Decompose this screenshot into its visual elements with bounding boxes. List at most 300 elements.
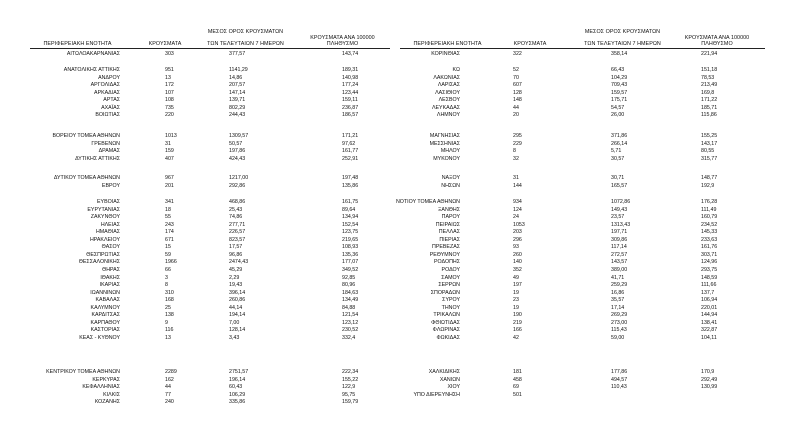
region-name: ΕΥΡΥΤΑΝΙΑΣ <box>87 206 120 213</box>
avg-value: 66,43 <box>611 67 625 73</box>
rate-value: 221,94 <box>701 51 718 57</box>
cases-value: 59 <box>165 251 171 258</box>
right-header-rate <box>672 35 762 47</box>
cases-value: 166 <box>513 327 522 334</box>
rate-value: 111,66 <box>701 282 717 289</box>
avg-value: 44,14 <box>229 304 243 311</box>
avg-value: 259,29 <box>611 282 628 289</box>
rate-value: 222,34 <box>342 369 359 375</box>
avg-value: 74,86 <box>229 214 243 221</box>
region-name: ΑΡΤΑΣ <box>103 97 120 104</box>
rate-value: 186,57 <box>342 112 359 119</box>
cases-value: 341 <box>165 199 174 205</box>
region-name: ΠΕΛΛΑΣ <box>438 229 460 236</box>
rate-value: 159,79 <box>342 399 359 406</box>
cases-value: 20 <box>513 112 519 119</box>
rate-value: 176,28 <box>701 199 718 205</box>
rate-value: 130,99 <box>701 384 718 391</box>
cases-value: 18 <box>165 206 171 213</box>
rate-value: 140,98 <box>342 74 359 81</box>
left-header-rate-line2: ΠΛΗΘΥΣΜΟ <box>326 41 359 48</box>
cases-value: 671 <box>165 236 174 243</box>
rate-value: 152,54 <box>342 221 359 228</box>
region-name: ΜΗΛΟΥ <box>440 148 460 155</box>
rate-value: 123,12 <box>342 319 359 326</box>
rate-value: 104,11 <box>701 334 717 341</box>
left-header-rate-line1: ΚΡΟΥΣΜΑΤΑ ΑΝΑ 100000 <box>310 35 375 41</box>
region-name: ΚΙΛΚΙΣ <box>103 391 120 398</box>
left-header-cases: ΚΡΟΥΣΜΑΤΑ <box>148 41 182 47</box>
cases-value: 322 <box>513 51 522 57</box>
cases-value: 260 <box>513 251 522 258</box>
region-name: ΣΑΜΟΥ <box>441 274 460 281</box>
avg-value: 823,57 <box>229 236 246 243</box>
avg-value: 377,57 <box>229 51 246 57</box>
region-name: ΗΛΕΙΑΣ <box>100 221 120 228</box>
rate-value: 303,71 <box>701 251 718 258</box>
cases-value: 407 <box>165 155 174 162</box>
avg-value: 17,57 <box>229 244 243 251</box>
region-name: ΧΑΛΚΙΔΙΚΗΣ <box>428 369 460 375</box>
right-header-avg <box>575 29 670 47</box>
rate-value: 123,44 <box>342 89 359 96</box>
avg-value: 269,29 <box>611 312 628 319</box>
avg-value: 335,86 <box>229 399 246 406</box>
region-name: ΡΕΘΥΜΝΟΥ <box>429 251 460 258</box>
region-name: ΙΘΑΚΗΣ <box>100 274 120 281</box>
rate-value: 134,94 <box>342 214 359 221</box>
region-name: ΛΗΜΝΟΥ <box>436 112 460 119</box>
rate-value: 138,41 <box>701 319 718 326</box>
avg-value: 197,71 <box>611 229 628 236</box>
right-header-rate-line2: ΠΛΗΘΥΣΜΟ <box>701 41 733 48</box>
rate-value: 197,48 <box>342 175 359 181</box>
left-header-avg <box>198 29 293 47</box>
cases-value: 310 <box>165 289 174 296</box>
region-name: ΝΗΣΩΝ <box>441 182 460 189</box>
avg-value: 30,57 <box>611 155 625 162</box>
region-name: ΝΟΤΙΟΥ ΤΟΜΕΑ ΑΘΗΝΩΝ <box>395 199 460 205</box>
region-name: ΡΟΔΟΥ <box>441 266 460 273</box>
region-name: ΘΑΣΟΥ <box>101 244 120 251</box>
rate-value: 177,07 <box>342 259 359 266</box>
cases-value: 1013 <box>165 133 177 139</box>
avg-value: 260,86 <box>229 297 246 304</box>
region-name: ΛΕΣΒΟΥ <box>438 97 460 104</box>
cases-value: 8 <box>165 282 168 289</box>
cases-value: 55 <box>165 214 171 221</box>
region-name: ΧΙΟΥ <box>447 384 460 391</box>
rate-value: 137,7 <box>701 289 715 296</box>
region-name: ΤΡΙΚΑΛΩΝ <box>433 312 460 319</box>
region-name: ΣΥΡΟΥ <box>442 297 460 304</box>
region-name: ΣΕΡΡΩΝ <box>438 282 460 289</box>
right-table-row <box>0 155 788 163</box>
rate-value: 293,75 <box>701 266 718 273</box>
rate-value: 332,4 <box>342 334 356 341</box>
cases-value: 23 <box>513 297 519 304</box>
rate-value: 315,77 <box>701 155 718 162</box>
right-table-row <box>0 334 788 342</box>
region-name: ΚΑΣΤΟΡΙΑΣ <box>90 327 120 334</box>
cases-value: 458 <box>513 376 522 383</box>
cases-value: 24 <box>513 214 519 221</box>
cases-value: 124 <box>513 206 522 213</box>
avg-value: 2,29 <box>229 274 240 281</box>
right-header-region: ΠΕΡΙΦΕΡΕΙΑΚΗ ΕΝΟΤΗΤΑ <box>413 41 482 47</box>
rate-value: 169,8 <box>701 89 715 96</box>
cases-value: 107 <box>165 89 174 96</box>
region-name: ΑΝΑΤΟΛΙΚΗΣ ΑΤΤΙΚΗΣ <box>63 67 120 73</box>
cases-value: 9 <box>165 319 168 326</box>
region-name: ΛΑΚΩΝΙΑΣ <box>433 74 460 81</box>
rate-value: 134,49 <box>342 297 359 304</box>
avg-value: 273,00 <box>611 319 628 326</box>
avg-value: 175,71 <box>611 97 628 104</box>
cases-value: 352 <box>513 266 522 273</box>
cases-value: 951 <box>165 67 174 73</box>
avg-value: 272,57 <box>611 251 628 258</box>
region-name: ΛΑΡΙΣΑΣ <box>437 82 460 89</box>
avg-value: 292,86 <box>229 182 246 189</box>
avg-value: 196,14 <box>229 376 246 383</box>
avg-value: 1072,86 <box>611 199 631 205</box>
left-header-region: ΠΕΡΙΦΕΡΕΙΑΚΗ ΕΝΟΤΗΤΑ <box>43 41 112 47</box>
avg-value: 494,57 <box>611 376 628 383</box>
rate-value: 292,49 <box>701 376 718 383</box>
cases-value: 31 <box>513 175 519 181</box>
cases-value: 128 <box>513 89 522 96</box>
rate-value: 143,17 <box>701 140 718 147</box>
region-name: ΦΛΩΡΙΝΑΣ <box>432 327 460 334</box>
region-name: ΘΕΣΠΡΩΤΙΑΣ <box>86 251 120 258</box>
avg-value: 26,00 <box>611 112 625 119</box>
cases-value: 108 <box>165 97 174 104</box>
region-name: ΛΑΣΙΘΙΟΥ <box>435 89 460 96</box>
avg-value: 110,43 <box>611 384 627 391</box>
avg-value: 177,86 <box>611 369 628 375</box>
rate-value: 106,94 <box>701 297 718 304</box>
rate-value: 92,85 <box>342 274 356 281</box>
rate-value: 135,86 <box>342 182 359 189</box>
cases-value: 13 <box>165 74 171 81</box>
rate-value: 111,49 <box>701 206 717 213</box>
region-name: ΠΡΕΒΕΖΑΣ <box>432 244 460 251</box>
region-name: ΔΥΤΙΚΗΣ ΑΤΤΙΚΗΣ <box>75 155 120 162</box>
cases-value: 148 <box>513 97 522 104</box>
rate-value: 89,64 <box>342 206 356 213</box>
rate-value: 322,87 <box>701 327 718 334</box>
region-name: ΜΕΣΣΗΝΙΑΣ <box>429 140 460 147</box>
avg-value: 396,14 <box>229 289 246 296</box>
cases-value: 967 <box>165 175 174 181</box>
cases-value: 172 <box>165 82 174 89</box>
region-name: ΑΙΤΩΛΟΑΚΑΡΝΑΝΙΑΣ <box>66 51 120 57</box>
cases-value: 44 <box>165 384 171 391</box>
rate-value: 148,77 <box>701 175 718 181</box>
rate-value: 161,77 <box>342 148 359 155</box>
region-name: ΙΚΑΡΙΑΣ <box>99 282 120 289</box>
region-name: ΑΧΑΪΑΣ <box>101 104 120 111</box>
region-name: ΕΒΡΟΥ <box>101 182 120 189</box>
avg-value: 25,43 <box>229 206 243 213</box>
cases-value: 190 <box>513 312 522 319</box>
avg-value: 207,57 <box>229 82 246 89</box>
avg-value: 1309,57 <box>229 133 249 139</box>
cases-value: 25 <box>165 304 171 311</box>
rate-value: 108,93 <box>342 244 359 251</box>
region-name: ΚΑΛΥΜΝΟΥ <box>90 304 120 311</box>
cases-value: 138 <box>165 312 174 319</box>
cases-value: 77 <box>165 391 171 398</box>
avg-value: 17,14 <box>611 304 625 311</box>
cases-value: 15 <box>165 244 171 251</box>
region-name: ΡΟΔΟΠΗΣ <box>433 259 460 266</box>
cases-value: 181 <box>513 369 522 375</box>
region-name: ΥΠΟ ΔΙΕΡΕΥΝΗΣΗ <box>413 391 460 398</box>
cases-value: 607 <box>513 82 522 89</box>
avg-value: 1141,29 <box>229 67 248 73</box>
rate-value: 144,94 <box>701 312 718 319</box>
cases-value: 93 <box>513 244 519 251</box>
avg-value: 2751,57 <box>229 369 249 375</box>
region-name: ΗΜΑΘΙΑΣ <box>95 229 120 236</box>
region-name: ΚΑΡΔΙΤΣΑΣ <box>91 312 120 319</box>
cases-value: 174 <box>165 229 174 236</box>
rate-value: 170,9 <box>701 369 715 375</box>
cases-value: 3 <box>165 274 168 281</box>
avg-value: 277,71 <box>229 221 246 228</box>
avg-value: 14,86 <box>229 74 243 81</box>
cases-value: 66 <box>165 266 171 273</box>
avg-value: 358,14 <box>611 51 628 57</box>
region-name: ΠΑΡΟΥ <box>441 214 460 221</box>
cases-value: 19 <box>513 289 519 296</box>
cases-value: 203 <box>513 229 522 236</box>
avg-value: 244,43 <box>229 112 246 119</box>
region-name: ΦΘΙΩΤΙΔΑΣ <box>431 319 460 326</box>
cases-value: 303 <box>165 51 174 57</box>
cases-value: 197 <box>513 282 522 289</box>
region-name: ΣΠΟΡΑΔΩΝ <box>430 289 460 296</box>
avg-value: 159,57 <box>611 89 628 96</box>
cases-value: 69 <box>513 384 519 391</box>
avg-value: 1313,43 <box>611 221 631 228</box>
avg-value: 30,71 <box>611 175 625 181</box>
region-name: ΚΕΝΤΡΙΚΟΥ ΤΟΜΕΑ ΑΘΗΝΩΝ <box>46 369 120 375</box>
avg-value: 309,86 <box>611 236 628 243</box>
avg-value: 149,43 <box>611 206 628 213</box>
region-name: ΔΥΤΙΚΟΥ ΤΟΜΕΑ ΑΘΗΝΩΝ <box>53 175 120 181</box>
cases-value: 168 <box>165 297 174 304</box>
right-header-rate-line1: ΚΡΟΥΣΜΑΤΑ ΑΝΑ 100000 <box>684 35 750 41</box>
avg-value: 50,57 <box>229 140 243 147</box>
avg-value: 139,71 <box>229 97 246 104</box>
cases-value: 144 <box>513 182 522 189</box>
rate-value: 159,11 <box>342 97 358 104</box>
rate-value: 135,36 <box>342 251 359 258</box>
rate-value: 95,75 <box>342 391 356 398</box>
rate-value: 252,91 <box>342 155 359 162</box>
region-name: ΚΑΡΠΑΘΟΥ <box>90 319 120 326</box>
rate-value: 143,74 <box>342 51 359 57</box>
region-name: ΜΑΓΝΗΣΙΑΣ <box>429 133 460 139</box>
region-name: ΦΩΚΙΔΑΣ <box>436 334 460 341</box>
cases-value: 229 <box>513 140 522 147</box>
cases-value: 934 <box>513 199 522 205</box>
cases-value: 296 <box>513 236 522 243</box>
left-header-rate <box>300 35 385 47</box>
avg-value: 371,86 <box>611 133 628 139</box>
avg-value: 143,57 <box>611 259 628 266</box>
cases-value: 8 <box>513 148 516 155</box>
cases-value: 52 <box>513 67 519 73</box>
rate-value: 171,21 <box>342 133 359 139</box>
rate-value: 121,54 <box>342 312 359 319</box>
region-name: ΓΡΕΒΕΝΩΝ <box>91 140 120 147</box>
right-header-cases: ΚΡΟΥΣΜΑΤΑ <box>513 41 547 47</box>
right-header-rule <box>400 48 765 49</box>
cases-value: 70 <box>513 74 519 81</box>
cases-value: 1053 <box>513 221 525 228</box>
region-name: ΘΗΡΑΣ <box>102 266 120 273</box>
right-table-row <box>0 50 788 58</box>
region-name: ΖΑΚΥΝΘΟΥ <box>90 214 120 221</box>
rate-value: 155,22 <box>342 376 359 383</box>
cases-value: 42 <box>513 334 519 341</box>
region-name: ΕΥΒΟΙΑΣ <box>97 199 120 205</box>
avg-value: 54,57 <box>611 104 625 111</box>
avg-value: 60,43 <box>229 384 243 391</box>
cases-value: 159 <box>165 148 174 155</box>
rate-value: 349,52 <box>342 266 359 273</box>
avg-value: 197,86 <box>229 148 246 155</box>
rate-value: 78,53 <box>701 74 715 81</box>
avg-value: 45,29 <box>229 266 243 273</box>
cases-value: 201 <box>165 182 174 189</box>
rate-value: 230,52 <box>342 327 359 334</box>
rate-value: 160,79 <box>701 214 718 221</box>
avg-value: 59,00 <box>611 334 625 341</box>
right-header-avg-line1: ΜΕΣΟΣ ΟΡΟΣ ΚΡΟΥΣΜΑΤΩΝ <box>584 29 661 35</box>
avg-value: 7,00 <box>229 319 240 326</box>
rate-value: 151,18 <box>701 67 718 73</box>
avg-value: 468,86 <box>229 199 246 205</box>
rate-value: 148,59 <box>701 274 718 281</box>
cases-value: 735 <box>165 104 174 111</box>
right-header-avg-line2: ΤΩΝ ΤΕΛΕΥΤΑΙΩΝ 7 ΗΜΕΡΩΝ <box>584 41 661 48</box>
region-name: ΞΑΝΘΗΣ <box>437 206 460 213</box>
region-name: ΒΟΡΕΙΟΥ ΤΟΜΕΑ ΑΘΗΝΩΝ <box>52 133 120 139</box>
avg-value: 23,57 <box>611 214 625 221</box>
right-table-row <box>0 391 788 399</box>
rate-value: 97,62 <box>342 140 356 147</box>
avg-value: 147,14 <box>229 89 246 96</box>
region-name: ΑΡΚΑΔΙΑΣ <box>94 89 120 96</box>
avg-value: 128,14 <box>229 327 246 334</box>
avg-value: 41,71 <box>611 274 625 281</box>
cases-value: 2289 <box>165 369 177 375</box>
region-name: ΜΥΚΟΝΟΥ <box>433 155 460 162</box>
rate-value: 155,25 <box>701 133 718 139</box>
region-name: ΒΟΙΩΤΙΑΣ <box>95 112 120 119</box>
avg-value: 802,29 <box>229 104 246 111</box>
avg-value: 424,43 <box>229 155 246 162</box>
avg-value: 2474,43 <box>229 259 249 266</box>
region-name: ΛΕΥΚΑΔΑΣ <box>431 104 460 111</box>
region-name: ΤΗΝΟΥ <box>441 304 460 311</box>
region-name: ΑΡΓΟΛΙΔΑΣ <box>90 82 120 89</box>
cases-value: 32 <box>513 155 519 162</box>
region-name: ΠΙΕΡΙΑΣ <box>439 236 460 243</box>
left-header-avg-line1: ΜΕΣΟΣ ΟΡΟΣ ΚΡΟΥΣΜΑΤΩΝ <box>207 29 284 35</box>
rate-value: 219,65 <box>342 236 359 243</box>
avg-value: 194,14 <box>229 312 246 319</box>
rate-value: 161,75 <box>342 199 359 205</box>
cases-value: 240 <box>165 399 174 406</box>
avg-value: 709,43 <box>611 82 628 89</box>
cases-value: 219 <box>513 319 522 326</box>
right-table-row <box>0 182 788 190</box>
rate-value: 234,52 <box>701 221 718 228</box>
rate-value: 236,87 <box>342 104 359 111</box>
rate-value: 145,33 <box>701 229 718 236</box>
region-name: ΠΕΙΡΑΙΩΣ <box>435 221 460 228</box>
rate-value: 220,01 <box>701 304 718 311</box>
region-name: ΚΟΡΙΝΘΙΑΣ <box>431 51 460 57</box>
rate-value: 84,88 <box>342 304 356 311</box>
cases-value: 162 <box>165 376 174 383</box>
left-header-rule <box>30 48 390 49</box>
left-header-avg-line2: ΤΩΝ ΤΕΛΕΥΤΑΙΩΝ 7 ΗΜΕΡΩΝ <box>207 41 284 48</box>
avg-value: 106,29 <box>229 391 246 398</box>
cases-value: 49 <box>513 274 519 281</box>
avg-value: 165,57 <box>611 182 628 189</box>
avg-value: 115,43 <box>611 327 627 334</box>
cases-value: 220 <box>165 112 174 119</box>
region-name: ΚΕΑΣ - ΚΥΘΝΟΥ <box>79 334 120 341</box>
region-name: ΔΡΑΜΑΣ <box>98 148 120 155</box>
region-name: ΧΑΝΙΩΝ <box>439 376 460 383</box>
rate-value: 80,96 <box>342 282 356 289</box>
rate-value: 171,22 <box>701 97 718 104</box>
rate-value: 80,55 <box>701 148 715 155</box>
avg-value: 16,86 <box>611 289 625 296</box>
avg-value: 35,57 <box>611 297 625 304</box>
rate-value: 123,75 <box>342 229 359 236</box>
region-name: ΚΟΖΑΝΗΣ <box>94 399 120 406</box>
avg-value: 226,57 <box>229 229 246 236</box>
cases-value: 31 <box>165 140 171 147</box>
cases-value: 19 <box>513 304 519 311</box>
cases-value: 295 <box>513 133 522 139</box>
cases-value: 13 <box>165 334 171 341</box>
right-table-row <box>0 111 788 119</box>
rate-value: 177,24 <box>342 82 359 89</box>
cases-value: 116 <box>165 327 174 334</box>
cases-value: 243 <box>165 221 174 228</box>
avg-value: 266,14 <box>611 140 628 147</box>
region-name: ΗΡΑΚΛΕΙΟΥ <box>89 236 120 243</box>
rate-value: 161,76 <box>701 244 718 251</box>
cases-value: 1966 <box>165 259 177 266</box>
region-name: ΑΝΔΡΟΥ <box>98 74 120 81</box>
region-name: ΚΩ <box>452 67 460 73</box>
avg-value: 117,14 <box>611 244 627 251</box>
rate-value: 189,31 <box>342 67 359 73</box>
cases-value: 501 <box>513 391 522 398</box>
left-table-row <box>0 398 788 406</box>
